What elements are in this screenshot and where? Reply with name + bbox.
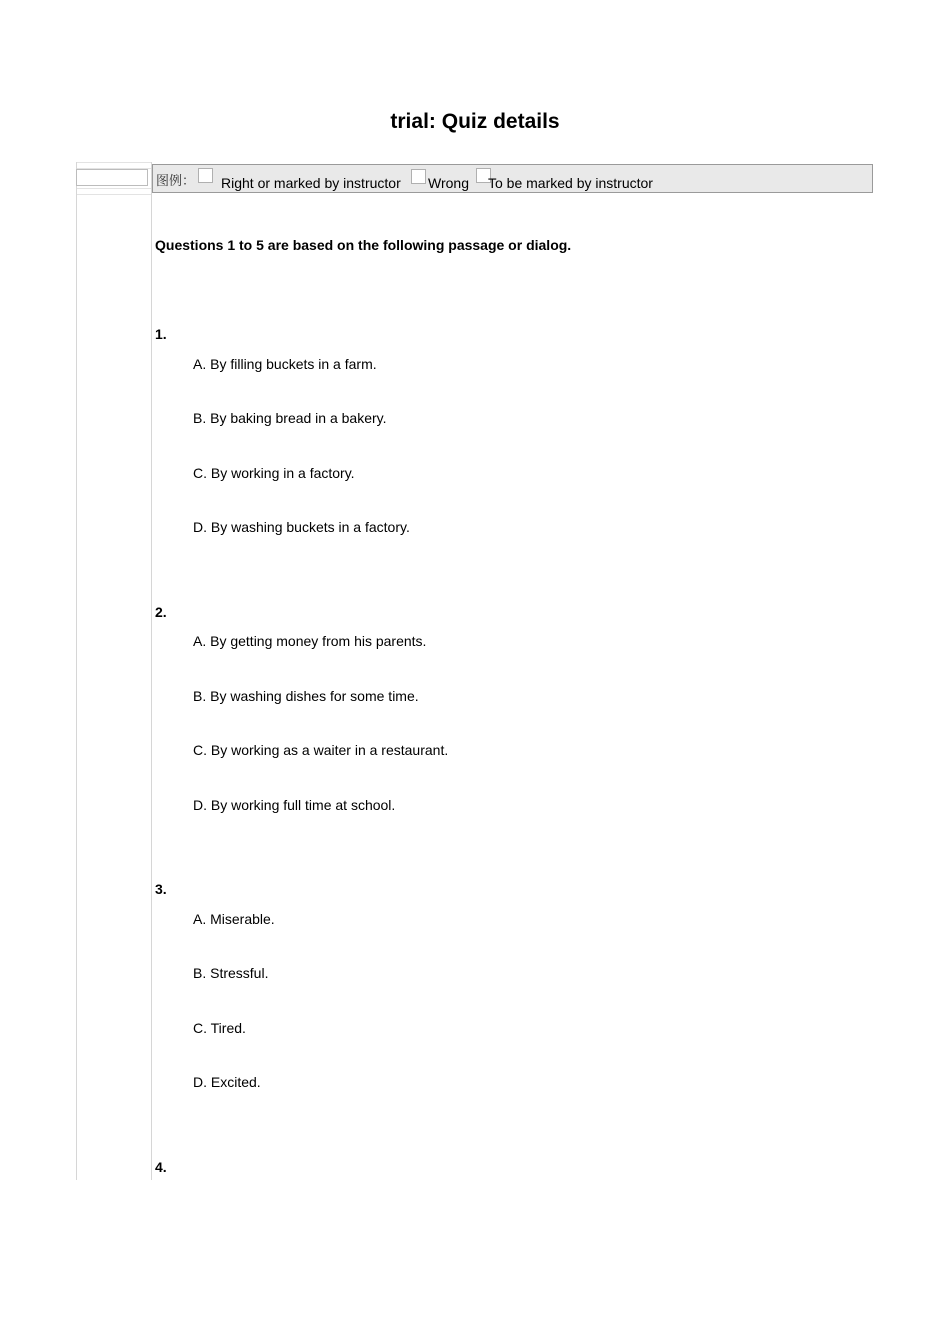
legend-right-label: Right or marked by instructor <box>221 175 401 191</box>
left-frame-column <box>76 162 152 1180</box>
question-number: 4. <box>155 1159 167 1175</box>
legend-prefix: 图例： <box>156 174 196 189</box>
answer-option: A. By filling buckets in a farm. <box>193 356 377 372</box>
legend-bar <box>152 164 873 193</box>
answer-option: B. By baking bread in a bakery. <box>193 410 387 426</box>
question-number: 2. <box>155 604 167 620</box>
passage-note: Questions 1 to 5 are based on the following passage or dialog. <box>155 237 572 253</box>
question-number: 3. <box>155 881 167 897</box>
answer-option: C. By working in a factory. <box>193 465 355 481</box>
right-marker-icon <box>198 168 213 183</box>
question-number: 1. <box>155 326 167 342</box>
answer-option: A. Miserable. <box>193 911 275 927</box>
left-frame-divider <box>77 188 151 189</box>
answer-option: D. By washing buckets in a factory. <box>193 519 410 535</box>
answer-option: B. Stressful. <box>193 965 269 981</box>
legend-pending-label: To be marked by instructor <box>488 175 653 191</box>
left-frame-divider <box>77 194 151 195</box>
answer-option: C. Tired. <box>193 1020 246 1036</box>
left-frame-divider <box>77 162 151 163</box>
wrong-marker-icon <box>411 169 426 184</box>
answer-option: D. By working full time at school. <box>193 797 396 813</box>
answer-option: D. Excited. <box>193 1074 261 1090</box>
left-frame-field[interactable] <box>76 169 148 186</box>
answer-option: B. By washing dishes for some time. <box>193 688 419 704</box>
answer-option: C. By working as a waiter in a restaurant. <box>193 742 449 758</box>
answer-option: A. By getting money from his parents. <box>193 633 427 649</box>
legend-wrong-label: Wrong <box>428 175 469 191</box>
page-title: trial: Quiz details <box>390 110 560 133</box>
